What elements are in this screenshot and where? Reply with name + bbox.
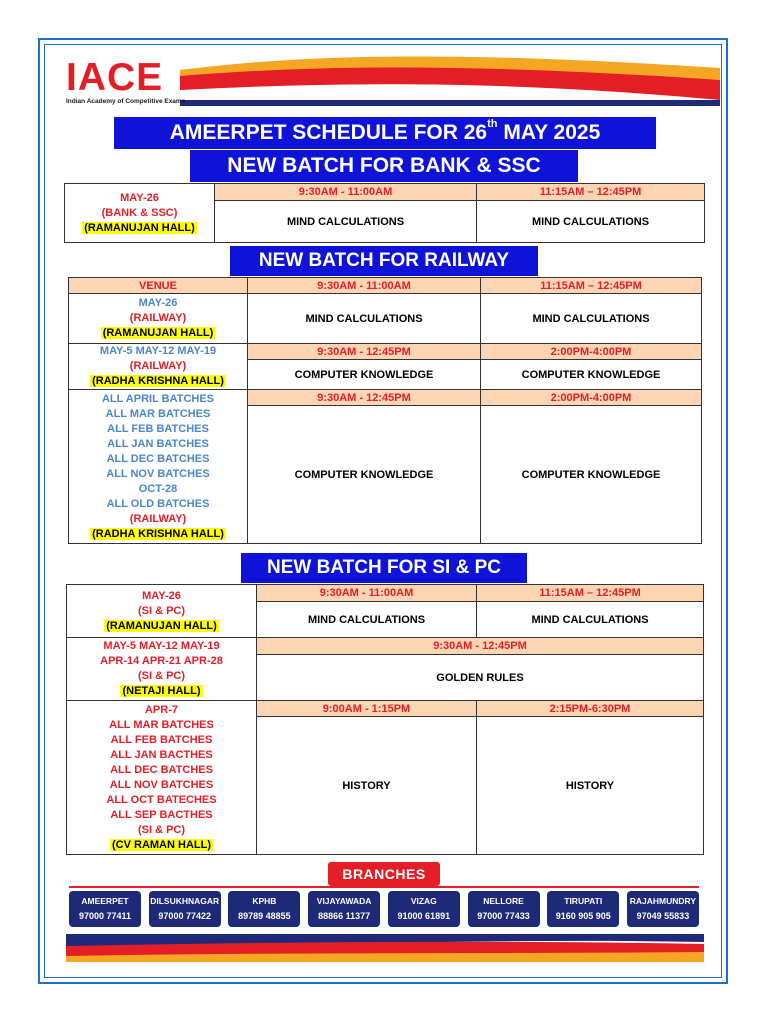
main-title-suffix: MAY 2025	[497, 121, 601, 144]
sipc-batch-label: MAY-5 MAY-12 MAY-19 APR-14 APR-21 APR-28 (SI & PC) (NETAJI HALL)	[67, 638, 257, 701]
branches-title: BRANCHES	[328, 862, 440, 886]
subject-cell: MIND CALCULATIONS	[257, 602, 477, 638]
venue-header: VENUE	[69, 278, 248, 294]
time-slot: 11:15AM – 12:45PM	[481, 278, 702, 294]
subject-cell: HISTORY	[477, 717, 704, 855]
subject-cell: MIND CALCULATIONS	[477, 602, 704, 638]
time-slot: 9:30AM - 12:45PM	[248, 344, 481, 360]
si-pc-table	[66, 584, 704, 855]
time-slot: 9:30AM - 11:00AM	[215, 184, 477, 201]
branch-nellore: NELLORE 97000 77433	[468, 891, 540, 927]
subject-cell: MIND CALCULATIONS	[477, 201, 705, 243]
iace-logo	[66, 58, 185, 105]
main-title-prefix: AMEERPET SCHEDULE FOR 26	[169, 121, 488, 144]
main-title-sup: th	[487, 118, 498, 130]
time-slot: 9:30AM - 12:45PM	[248, 390, 481, 406]
sipc-batch-label: APR-7 ALL MAR BATCHES ALL FEB BATCHES ALL JAN BACTHES ALL DEC BATCHES ALL NOV BATCHES ALL OCT BATECHES ALL SEP BACTHES (SI & PC) (CV RAMAN HALL)	[67, 701, 257, 855]
time-slot: 2:00PM-4:00PM	[481, 390, 702, 406]
railway-table	[68, 277, 702, 544]
sipc-batch-label: MAY-26 (SI & PC) (RAMANUJAN HALL)	[67, 585, 257, 638]
time-slot: 2:15PM-6:30PM	[477, 701, 704, 717]
time-slot: 9:30AM - 11:00AM	[257, 585, 477, 602]
subject-cell: MIND CALCULATIONS	[248, 294, 481, 344]
bank-ssc-title: NEW BATCH FOR BANK & SSC	[190, 150, 578, 182]
subject-cell: MIND CALCULATIONS	[481, 294, 702, 344]
subject-cell: HISTORY	[257, 717, 477, 855]
header-swoosh-decoration	[180, 50, 720, 110]
railway-batch-label: ALL APRIL BATCHES ALL MAR BATCHES ALL FEB BATCHES ALL JAN BATCHES ALL DEC BATCHES ALL NOV BATCHES OCT-28 ALL OLD BATCHES (RAILWAY) (RADHA KRISHNA HALL)	[69, 390, 248, 544]
branch-rajahmundry: RAJAHMUNDRY 97049 55833	[627, 891, 699, 927]
railway-batch-label: MAY-26 (RAILWAY) (RAMANUJAN HALL)	[69, 294, 248, 344]
bank-batch-label: MAY-26 (BANK & SSC) (RAMANUJAN HALL)	[65, 184, 215, 243]
time-slot: 11:15AM – 12:45PM	[477, 184, 705, 201]
time-slot: 11:15AM – 12:45PM	[477, 585, 704, 602]
time-slot: 9:30AM - 12:45PM	[257, 638, 704, 655]
railway-title: NEW BATCH FOR RAILWAY	[230, 246, 538, 276]
logo-tagline: Indian Academy of Competitive Exams	[66, 98, 186, 105]
time-slot: 9:00AM - 1:15PM	[257, 701, 477, 717]
bank-ssc-table	[64, 183, 705, 243]
subject-cell: COMPUTER KNOWLEDGE	[481, 406, 702, 544]
logo-text: IACE	[66, 56, 164, 99]
time-slot: 2:00PM-4:00PM	[481, 344, 702, 360]
branch-vizag: VIZAG 91000 61891	[388, 891, 460, 927]
time-slot: 9:30AM - 11:00AM	[248, 278, 481, 294]
branch-ameerpet: AMEERPET 97000 77411	[69, 891, 141, 927]
railway-batch-label: MAY-5 MAY-12 MAY-19 (RAILWAY) (RADHA KRISHNA HALL)	[69, 344, 248, 390]
subject-cell: COMPUTER KNOWLEDGE	[248, 360, 481, 390]
si-pc-title: NEW BATCH FOR SI & PC	[241, 553, 527, 583]
subject-cell: MIND CALCULATIONS	[215, 201, 477, 243]
branch-kphb: KPHB 89789 48855	[228, 891, 300, 927]
subject-cell: COMPUTER KNOWLEDGE	[481, 360, 702, 390]
branch-tirupati: TIRUPATI 9160 905 905	[547, 891, 619, 927]
main-title	[114, 117, 656, 149]
subject-cell: COMPUTER KNOWLEDGE	[248, 406, 481, 544]
branch-dilsukhnagar: DILSUKHNAGAR 97000 77422	[149, 891, 221, 927]
branches-list	[69, 886, 699, 928]
subject-cell: GOLDEN RULES	[257, 655, 704, 701]
footer-swoosh-decoration	[66, 932, 704, 962]
branch-vijayawada: VIJAYAWADA 88866 11377	[308, 891, 380, 927]
